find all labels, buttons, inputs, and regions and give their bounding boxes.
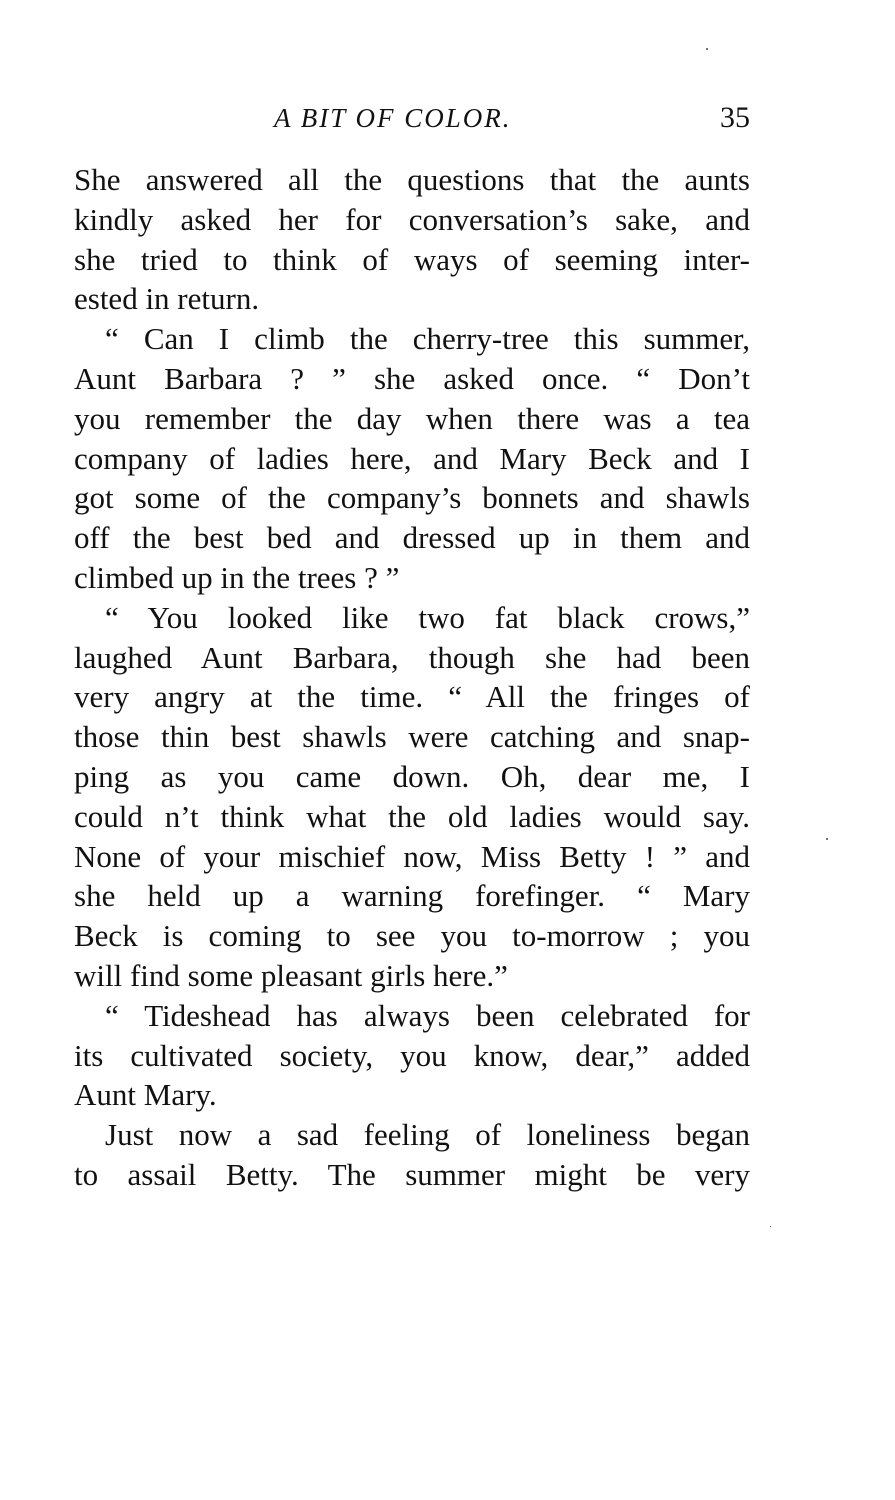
- paragraph: [74, 319, 750, 598]
- text-line: ping as you came down. Oh, dear me, I: [74, 758, 750, 794]
- text-line: climbed up in the trees ? ”: [74, 559, 400, 595]
- text-line: She answered all the questions that the aunts: [74, 162, 750, 197]
- text-line: “ You looked like two fat black crows,”: [105, 599, 750, 635]
- text-line: will find some pleasant girls here.”: [74, 957, 508, 993]
- paragraph: [74, 1115, 750, 1195]
- text-line: Aunt Barbara ? ” she asked once. “ Don’t: [74, 360, 750, 396]
- text-line: Aunt Mary.: [74, 1077, 217, 1113]
- page-number: 35: [720, 101, 750, 134]
- page-header: [74, 96, 750, 140]
- text-line: got some of the company’s bonnets and shawls: [74, 480, 750, 516]
- text-line: kindly asked her for conversation’s sake, and: [74, 201, 750, 237]
- text-line: “ Tideshead has always been celebrated for: [105, 997, 750, 1033]
- text-line: to assail Betty. The summer might be very: [74, 1156, 750, 1192]
- text-line: you remember the day when there was a tea: [74, 400, 750, 436]
- text-line: those thin best shawls were catching and snap-: [74, 719, 750, 755]
- text-line: could n’t think what the old ladies would say.: [74, 798, 750, 834]
- paper-speck: [770, 1226, 771, 1227]
- running-title: A BIT OF COLOR.: [274, 103, 512, 133]
- body-text: [74, 160, 750, 1195]
- text-line: she held up a warning forefinger. “ Mary: [74, 878, 750, 914]
- paper-speck: [706, 48, 708, 50]
- text-line: Just now a sad feeling of loneliness began: [105, 1117, 750, 1153]
- text-line: its cultivated society, you know, dear,” added: [74, 1037, 750, 1073]
- paper-speck: [826, 838, 828, 840]
- paragraph: [74, 598, 750, 996]
- text-line: company of ladies here, and Mary Beck and I: [74, 440, 750, 476]
- paragraph: [74, 996, 750, 1115]
- text-line: “ Can I climb the cherry-tree this summer,: [105, 321, 750, 357]
- text-line: very angry at the time. “ All the fringes of: [74, 679, 750, 715]
- text-line: she tried to think of ways of seeming inter-: [74, 241, 750, 277]
- paragraph: [74, 160, 750, 319]
- text-line: off the best bed and dressed up in them and: [74, 520, 750, 556]
- text-line: Beck is coming to see you to-morrow ; you: [74, 918, 750, 954]
- text-line: laughed Aunt Barbara, though she had been: [74, 639, 750, 675]
- text-line: ested in return.: [74, 281, 260, 317]
- text-line: None of your mischief now, Miss Betty ! ” and: [74, 838, 750, 874]
